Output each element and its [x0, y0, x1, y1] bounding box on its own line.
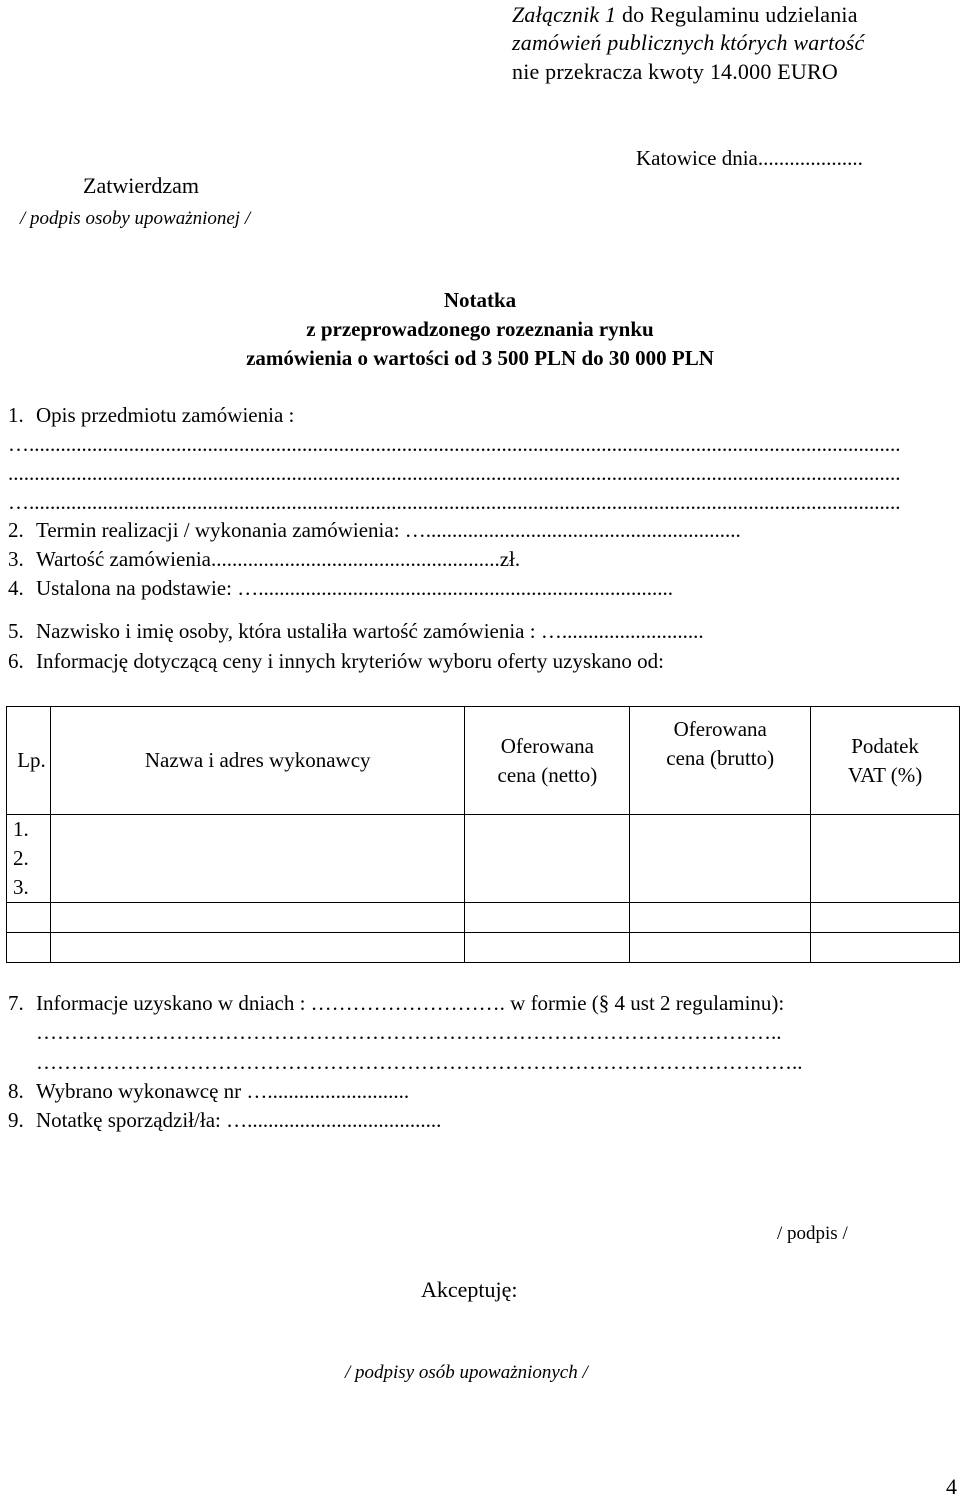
table-row: [7, 844, 960, 873]
row-3-gross: [630, 873, 811, 903]
header-net-price: [465, 707, 630, 815]
item-1-number: 1.: [8, 403, 24, 427]
header-net-line-1: Oferowana: [500, 733, 594, 758]
item-2-number: 2.: [8, 518, 24, 542]
accept-label: Akceptuję:: [421, 1277, 518, 1302]
header-gross-price: [630, 707, 811, 815]
header-lp: Lp.: [7, 707, 51, 815]
item-7: [8, 991, 784, 1016]
row-3-vat: [811, 873, 960, 903]
item-5-number: 5.: [8, 619, 24, 643]
signature-label: / podpis /: [777, 1223, 848, 1244]
header-contractor: Nazwa i adres wykonawcy: [50, 707, 464, 815]
place-date: Katowice dnia....................: [636, 146, 863, 170]
row-3-lp: 3.: [7, 873, 51, 903]
item-4-number: 4.: [8, 576, 24, 600]
row-5-lp: [7, 933, 51, 963]
item-3: [8, 547, 520, 572]
row-4-vat: [811, 903, 960, 933]
row-2-vat: [811, 844, 960, 873]
row-4-lp: [7, 903, 51, 933]
row-1-vat: [811, 815, 960, 845]
table-row: [7, 933, 960, 963]
approve-signature-hint: / podpis osoby upoważnionej /: [20, 208, 251, 229]
item-6: [8, 649, 664, 674]
item-6-text: Informację dotyczącą ceny i innych kryteriów wyboru oferty uzyskano od:: [36, 649, 665, 673]
item-8-number: 8.: [8, 1079, 24, 1103]
item-7-dots-2: ………………………………………………………………………………………………..: [36, 1050, 803, 1074]
title-line-1: Notatka: [443, 288, 517, 312]
table-row: [7, 815, 960, 845]
item-4: [8, 576, 954, 601]
item-4-text: Ustalona na podstawie: …...............................................................................: [36, 576, 673, 600]
item-1-dots-1: …......................................................................................................................................................................: [8, 432, 901, 456]
item-2: [8, 518, 954, 543]
item-9-text: Notatkę sporządził/ła: ….....................................: [36, 1108, 442, 1132]
title-line-3: zamówienia o wartości od 3 500 PLN do 30 000 PLN: [246, 346, 714, 370]
item-3-number: 3.: [8, 547, 24, 571]
row-1-lp: 1.: [7, 815, 51, 845]
row-5-net: [465, 933, 630, 963]
item-5-text: Nazwisko i imię osoby, która ustaliła wartość zamówienia : …...........................: [36, 619, 704, 643]
row-2-net: [465, 844, 630, 873]
title-line-2: z przeprowadzonego rozeznania rynku: [306, 317, 654, 341]
row-1-contractor: [50, 815, 464, 845]
table-row: [7, 873, 960, 903]
item-3-text: Wartość zamówienia.......................................................zł.: [36, 547, 521, 571]
row-2-contractor: [50, 844, 464, 873]
item-9: [8, 1108, 441, 1133]
row-4-gross: [630, 903, 811, 933]
item-6-number: 6.: [8, 649, 24, 673]
item-5: [8, 619, 954, 644]
attachment-label: Załącznik 1: [512, 2, 617, 27]
row-4-net: [465, 903, 630, 933]
item-8: [8, 1079, 409, 1104]
item-1-dots-3: …......................................................................................................................................................................: [8, 490, 901, 514]
row-3-contractor: [50, 873, 464, 903]
attachment-line-3: nie przekracza kwoty 14.000 EURO: [512, 59, 838, 84]
row-1-gross: [630, 815, 811, 845]
item-2-text: Termin realizacji / wykonania zamówienia: …............................................................: [36, 518, 741, 542]
item-7-number: 7.: [8, 991, 24, 1015]
attachment-line-1: [512, 2, 858, 28]
header-vat: [811, 707, 960, 815]
table-header-row: [7, 707, 960, 815]
table-row: [7, 903, 960, 933]
row-4-contractor: [50, 903, 464, 933]
attachment-rest: do Regulaminu udzielania: [616, 2, 858, 27]
header-gross-line-1: Oferowana: [673, 717, 767, 741]
item-7-dots-1: ……………………………………………………………………………………………..: [36, 1020, 782, 1044]
row-2-gross: [630, 844, 811, 873]
row-5-gross: [630, 933, 811, 963]
item-9-number: 9.: [8, 1108, 24, 1132]
authorized-signatures-hint: / podpisy osób upoważnionych /: [345, 1362, 588, 1383]
header-net-line-2: cena (netto): [497, 762, 598, 787]
item-1-text: Opis przedmiotu zamówienia :: [36, 403, 295, 427]
header-vat-line-1: Podatek: [851, 733, 919, 758]
header-gross-line-2: cena (brutto): [666, 746, 775, 770]
header-vat-line-2: VAT (%): [847, 762, 923, 787]
page-number: 4: [946, 1474, 957, 1499]
item-1-dots-2: ..........................................................................................................................................................................: [8, 461, 901, 485]
row-5-vat: [811, 933, 960, 963]
row-3-net: [465, 873, 630, 903]
item-8-text: Wybrano wykonawcę nr …...........................: [36, 1079, 410, 1103]
row-2-lp: 2.: [7, 844, 51, 873]
attachment-line-2: zamówień publicznych których wartość: [512, 30, 865, 55]
row-1-net: [465, 815, 630, 845]
item-7-text: Informacje uzyskano w dniach : ………………………. w formie (§ 4 ust 2 regulaminu):: [36, 991, 785, 1015]
row-5-contractor: [50, 933, 464, 963]
offers-table: [6, 706, 960, 963]
item-1: [8, 403, 294, 428]
approve-label: Zatwierdzam: [83, 173, 200, 198]
